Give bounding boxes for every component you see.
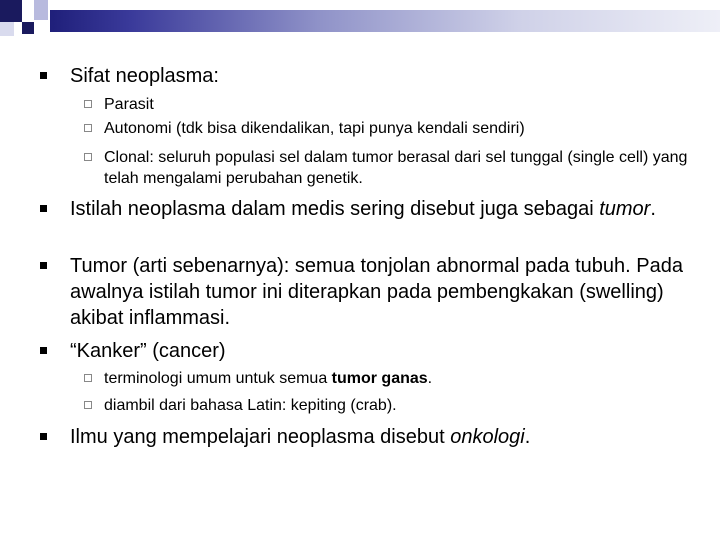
- square-bullet-icon: [40, 347, 47, 354]
- bullet-text: “Kanker” (cancer): [70, 340, 226, 362]
- bullet-text: Tumor (arti sebenarnya): semua tonjolan abnormal pada tubuh. Pada awalnya istilah tumor ini diterapkan pada pembengkakan (swelling) akibat inflammasi.: [70, 255, 683, 329]
- sub-bullet-text: Parasit: [104, 96, 154, 113]
- sub-bullet-item: [104, 396, 694, 417]
- term-tumor: tumor: [599, 198, 651, 220]
- hollow-square-bullet-icon: [84, 100, 92, 108]
- sub-bullet-text: Autonomi (tdk bisa dikendalikan, tapi punya kendali sendiri): [104, 120, 525, 137]
- sub-bullet-text: diambil dari bahasa Latin: kepiting (crab).: [104, 397, 397, 414]
- square-bullet-icon: [40, 433, 47, 440]
- square-bullet-icon: [40, 72, 47, 79]
- hollow-square-bullet-icon: [84, 124, 92, 132]
- term-tumor-ganas: tumor ganas: [331, 370, 428, 387]
- sub-bullet-item: [104, 95, 694, 116]
- sub-bullet-item: terminologi umum untuk semua tumor ganas.: [104, 369, 694, 390]
- bullet-item: Ilmu yang mempelajari neoplasma disebut onkologi.: [70, 424, 690, 450]
- square-bullet-icon: [40, 262, 47, 269]
- sub-bullet-text: Clonal: seluruh populasi sel dalam tumor berasal dari sel tunggal (single cell) yang telah mengalami perubahan genetik.: [104, 149, 688, 187]
- bullet-item: [70, 338, 690, 364]
- bullet-item: Istilah neoplasma dalam medis sering disebut juga sebagai tumor.: [70, 196, 690, 222]
- sub-bullet-item: [104, 148, 694, 189]
- bullet-item: [70, 253, 690, 331]
- hollow-square-bullet-icon: [84, 401, 92, 409]
- term-onkologi: onkologi: [450, 426, 525, 448]
- hollow-square-bullet-icon: [84, 374, 92, 382]
- bullet-text: Sifat neoplasma:: [70, 65, 219, 87]
- hollow-square-bullet-icon: [84, 153, 92, 161]
- square-bullet-icon: [40, 205, 47, 212]
- sub-bullet-item: [104, 119, 694, 140]
- bullet-item: [70, 63, 690, 89]
